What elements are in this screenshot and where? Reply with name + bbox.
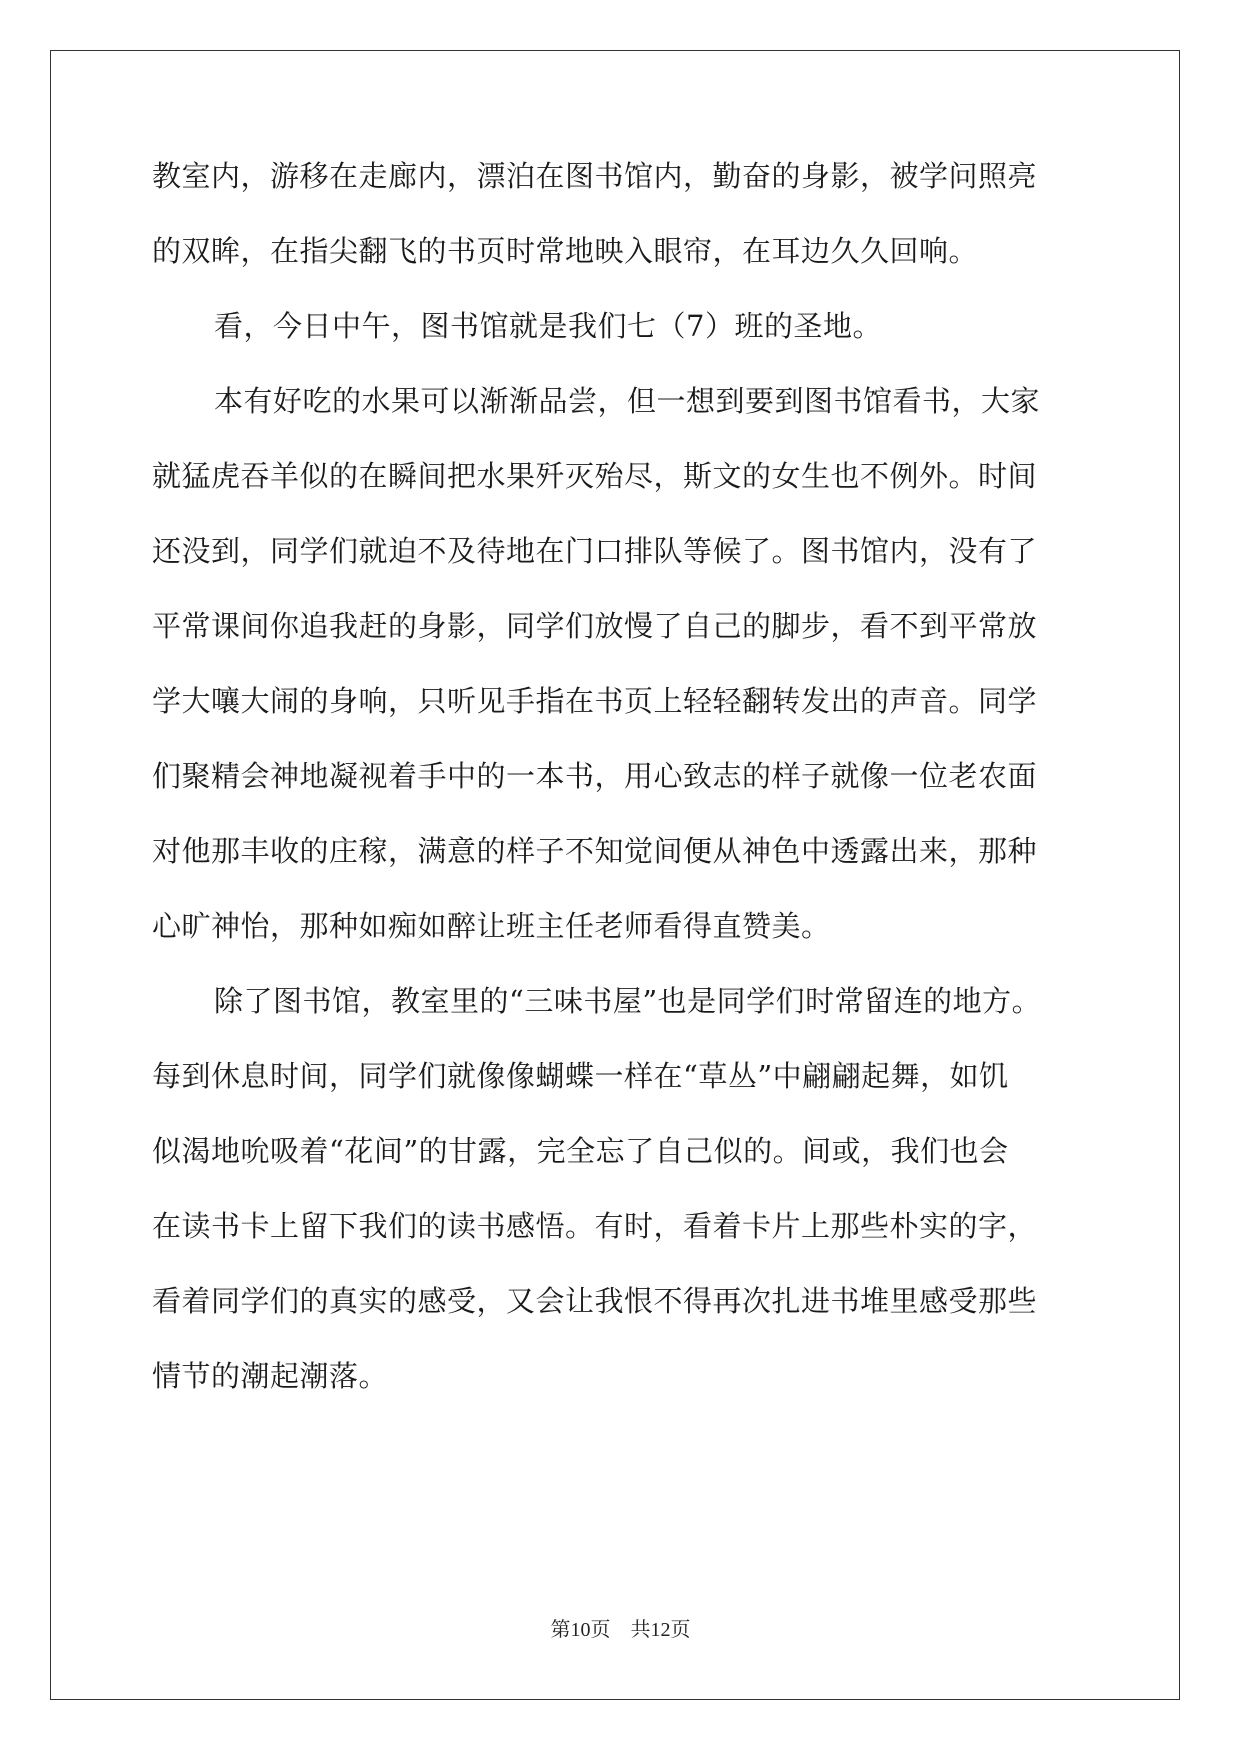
- text-line: 在读书卡上留下我们的读书感悟。有时，看着卡片上那些朴实的字，: [152, 1209, 1038, 1243]
- text-line: 的双眸，在指尖翻飞的书页时常地映入眼帘，在耳边久久回响。: [152, 234, 979, 268]
- paragraph-start-line: 除了图书馆，教室里的“三味书屋”也是同学们时常留连的地方。: [214, 984, 1042, 1018]
- text-line: 心旷神怡，那种如痴如醉让班主任老师看得直赞美。: [152, 909, 831, 943]
- text-line: 教室内，游移在走廊内，漂泊在图书馆内，勤奋的身影，被学问照亮: [152, 159, 1038, 193]
- text-line: 们聚精会神地凝视着手中的一本书，用心致志的样子就像一位老农面: [152, 759, 1038, 793]
- text-line: 还没到，同学们就迫不及待地在门口排队等候了。图书馆内，没有了: [152, 534, 1038, 568]
- paragraph-start-line: 看，今日中午，图书馆就是我们七（7）班的圣地。: [214, 309, 882, 343]
- text-line: 似渴地吮吸着“花间”的甘露，完全忘了自己似的。间或，我们也会: [152, 1134, 1009, 1168]
- text-line: 平常课间你追我赶的身影，同学们放慢了自己的脚步，看不到平常放: [152, 609, 1038, 643]
- text-line: 看着同学们的真实的感受，又会让我恨不得再次扎进书堆里感受那些: [152, 1284, 1038, 1318]
- page-number-footer: 第10页 共12页: [550, 1619, 691, 1641]
- text-line: 就猛虎吞羊似的在瞬间把水果歼灭殆尽，斯文的女生也不例外。时间: [152, 459, 1038, 493]
- paragraph-start-line: 本有好吃的水果可以渐渐品尝，但一想到要到图书馆看书，大家: [214, 384, 1041, 418]
- text-line: 情节的潮起潮落。: [152, 1359, 389, 1393]
- text-line: 每到休息时间，同学们就像像蝴蝶一样在“草丛”中翩翩起舞，如饥: [152, 1059, 1009, 1093]
- text-line: 对他那丰收的庄稼，满意的样子不知觉间便从神色中透露出来，那种: [152, 834, 1038, 868]
- document-body: [152, 161, 1092, 1436]
- text-line: 学大嚷大闹的身响，只听见手指在书页上轻轻翻转发出的声音。同学: [152, 684, 1038, 718]
